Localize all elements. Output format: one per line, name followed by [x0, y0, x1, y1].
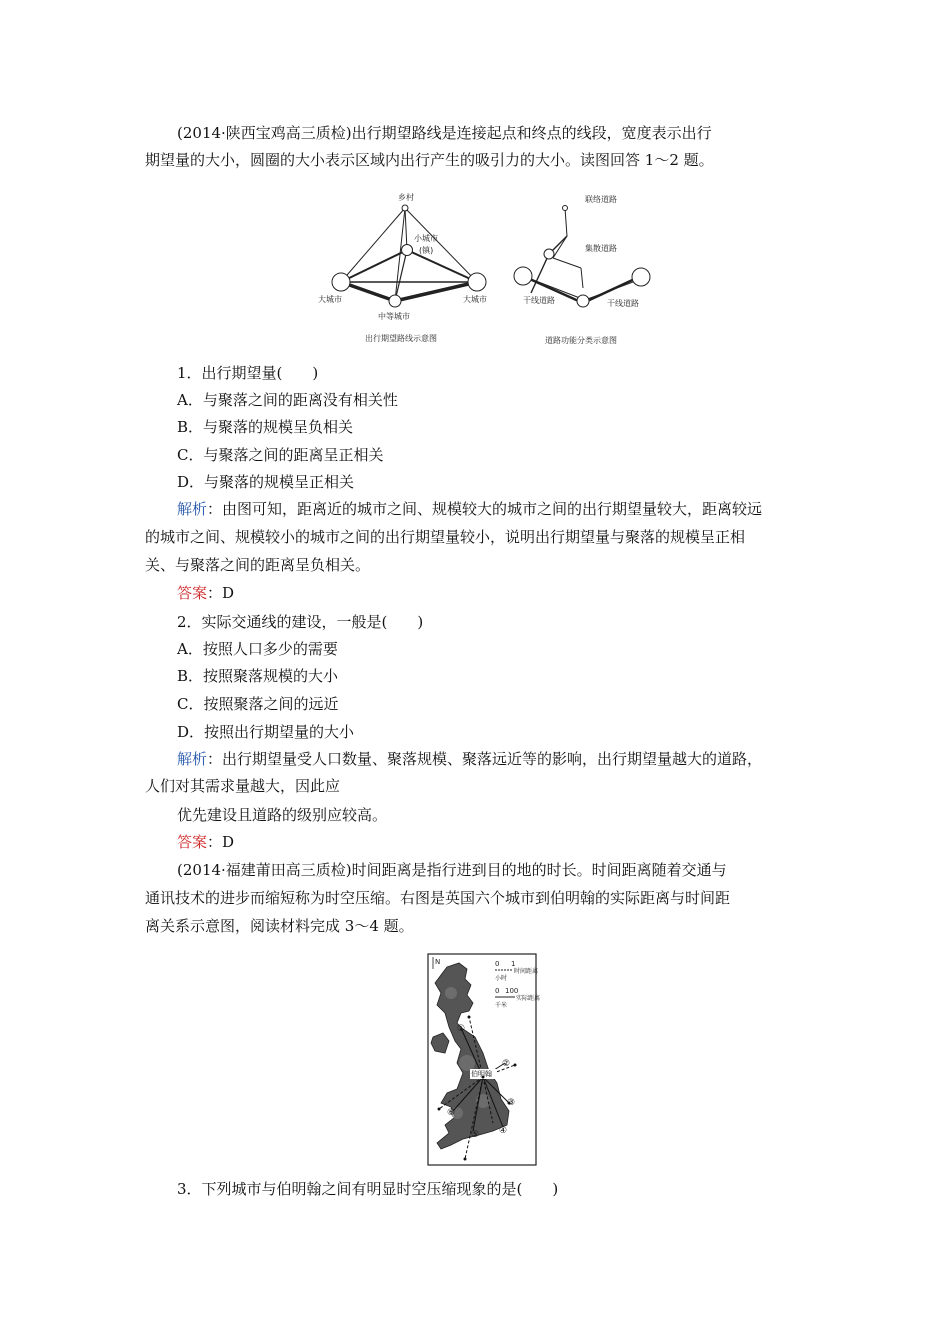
caption-right: 道路功能分类示意图 [545, 336, 617, 345]
q2-analysis-line3: 优先建设且道路的级别应较高。 [177, 806, 388, 824]
q2-option-b: B．按照聚落规模的大小 [177, 667, 339, 685]
q2-analysis-line2: 人们对其需求量越大，因此应 [145, 777, 341, 795]
birmingham-marker [470, 1069, 497, 1079]
city-3: ③ [507, 1098, 516, 1108]
q2-option-d: D．按照出行期望量的大小 [177, 723, 355, 741]
q1-analysis-label: 解析 [177, 500, 208, 518]
dist-scale-0: 0 [495, 987, 500, 995]
q2-option-c: C．按照聚落之间的远近 [177, 695, 339, 713]
q1-answer [177, 583, 234, 603]
q1-answer-value: ：D [207, 584, 235, 602]
q2-option-a: A．按照人口多少的需要 [177, 640, 338, 658]
q1-stem: 1．出行期望量( ) [177, 364, 319, 382]
label-small-city: 小城市 [414, 234, 438, 243]
label-big-city-left: 大城市 [318, 295, 342, 304]
label-link-road: 联络道路 [585, 195, 617, 204]
city-2: ② [502, 1059, 511, 1069]
time-scale-0: 0 [495, 960, 500, 968]
q2-answer [177, 832, 234, 852]
city-1: ① [457, 1024, 466, 1034]
city-6: ⑥ [447, 1108, 456, 1118]
intro2-line3: 离关系示意图，阅读材料完成 3～4 题。 [145, 917, 414, 935]
intro1-line1: (2014·陕西宝鸡高三质检)出行期望路线是连接起点和终点的线段，宽度表示出行 [177, 124, 712, 142]
label-small-city-sub: (镇) [419, 246, 434, 255]
time-scale-label: 时间距离 [514, 968, 539, 975]
q2-analysis-line1 [177, 749, 762, 769]
figure-uk-map [427, 953, 541, 1166]
label-trunk-right: 干线道路 [607, 299, 639, 308]
desire-line-diagram [332, 205, 486, 307]
intro2-line2: 通讯技术的进步而缩短称为时空压缩。右图是英国六个城市到伯明翰的实际距离与时间距 [145, 889, 731, 907]
q1-option-a: A．与聚落之间的距离没有相关性 [177, 391, 398, 409]
q2-answer-value: ：D [207, 833, 235, 851]
label-collector-road: 集散道路 [585, 244, 617, 253]
q1-option-d: D．与聚落的规模呈正相关 [177, 473, 355, 491]
q3-stem: 3．下列城市与伯明翰之间有明显时空压缩现象的是( ) [177, 1180, 559, 1198]
q1-analysis-line3: 关、与聚落之间的距离呈负相关。 [145, 556, 371, 574]
dist-scale-100: 100 [505, 987, 519, 995]
label-big-city-right: 大城市 [463, 295, 487, 304]
q2-answer-label: 答案 [177, 833, 208, 851]
label-mid-city: 中等城市 [378, 312, 410, 321]
label-trunk-left: 干线道路 [523, 296, 555, 305]
north-arrow-label: N [435, 958, 441, 966]
q1-analysis-line1 [177, 499, 762, 519]
city-4: ④ [499, 1126, 508, 1136]
intro2-line1: (2014·福建莆田高三质检)时间距离是指行进到目的地的时长。时间距离随着交通与 [177, 861, 727, 879]
road-function-diagram [514, 206, 650, 308]
label-birmingham: 伯明翰 [471, 1070, 492, 1078]
caption-left: 出行期望路线示意图 [365, 334, 437, 343]
intro1-line2: 期望量的大小，圆圈的大小表示区域内出行产生的吸引力的大小。读图回答 1～2 题。 [145, 151, 714, 169]
q1-option-b: B．与聚落的规模呈负相关 [177, 418, 354, 436]
figure-travel-lines [305, 188, 665, 353]
dist-scale-label: 实际距离 [516, 995, 541, 1002]
q1-analysis-text: ：由图可知，距离近的城市之间、规模较大的城市之间的出行期望量较大，距离较远 [207, 500, 763, 518]
q1-option-c: C．与聚落之间的距离呈正相关 [177, 446, 384, 464]
q2-stem: 2．实际交通线的建设，一般是( ) [177, 613, 424, 631]
time-scale-1: 1 [511, 960, 516, 968]
q1-answer-label: 答案 [177, 584, 208, 602]
dist-scale-unit: 千米 [495, 1002, 508, 1009]
time-scale-unit: 小时 [495, 975, 508, 982]
label-village: 乡村 [398, 193, 414, 202]
q2-analysis-label: 解析 [177, 750, 208, 768]
q2-analysis-text: ：出行期望量受人口数量、聚落规模、聚落远近等的影响，出行期望量越大的道路， [207, 750, 763, 768]
q1-analysis-line2: 的城市之间、规模较小的城市之间的出行期望量较小，说明出行期望量与聚落的规模呈正相 [145, 528, 746, 546]
city-5: ⑤ [471, 1130, 480, 1140]
